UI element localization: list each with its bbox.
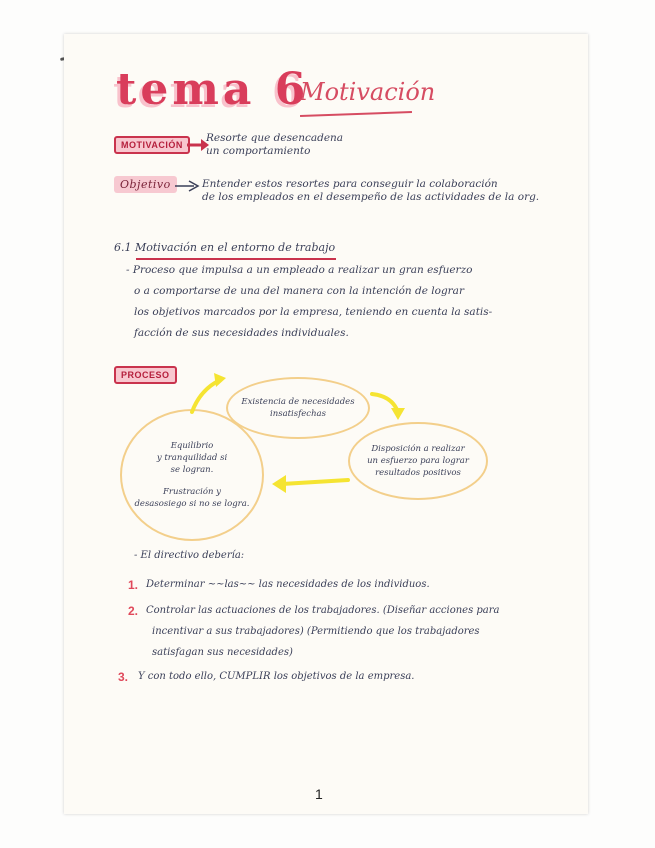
notebook-page [64, 34, 588, 814]
node-line: resultados positivos [375, 468, 461, 478]
section-heading: 6.1 Motivación en el entorno de trabajo [114, 241, 336, 254]
definition-line: Resorte que desencadena [206, 132, 344, 144]
paragraph-line: los objetivos marcados por la empresa, teniendo en cuenta la satis- [134, 306, 493, 318]
arrow-left-icon [272, 475, 348, 493]
list-item-3 [138, 666, 558, 687]
definition-line: un comportamiento [206, 145, 311, 157]
page-title: tema 6 [116, 64, 310, 115]
definition-line: Entender estos resortes para conseguir la colaboración [202, 178, 498, 190]
node-line: un esfuerzo para lograr [367, 456, 469, 466]
objetivo-tag: Objetivo [114, 176, 177, 193]
list-line: Determinar ~~las~~ las necesidades de los individuos. [146, 579, 430, 590]
node-line: Frustración y [163, 487, 221, 497]
node-line: y tranquilidad si [156, 453, 228, 463]
arrow-up-icon [192, 373, 226, 412]
node-line: Existencia de necesidades [241, 397, 355, 407]
node-line: desasosiego si no se logra. [134, 499, 250, 509]
list-number: 2. [128, 604, 139, 618]
list-item-1 [146, 574, 566, 595]
definition-line: de los empleados en el desempeño de las actividades de la org. [202, 191, 540, 203]
cycle-arrows [64, 34, 588, 814]
list-line: satisfagan sus necesidades) [152, 647, 293, 658]
node-line: se logran. [170, 465, 214, 475]
node-line: insatisfechas [270, 409, 326, 419]
proceso-tag: PROCESO [114, 366, 177, 384]
directivo-intro: - El directivo debería: [134, 550, 245, 561]
list-number: 3. [118, 670, 129, 684]
paragraph-line: o a comportarse de una del manera con la intención de lograr [134, 285, 464, 297]
node-line: Disposición a realizar [371, 444, 465, 454]
list-number: 1. [128, 578, 139, 592]
motivacion-tag: MOTIVACIÓN [114, 136, 190, 154]
arrow-down-right-icon [372, 394, 405, 420]
page-subtitle: Motivación [300, 78, 436, 106]
list-line: Controlar las actuaciones de los trabajadores. (Diseñar acciones para [146, 605, 500, 616]
node-line: Equilibrio [170, 441, 214, 451]
paragraph-line: - Proceso que impulsa a un empleado a realizar un gran esfuerzo [126, 264, 473, 276]
list-line: Y con todo ello, CUMPLIR los objetivos de la empresa. [138, 671, 415, 682]
page-number: 1 [315, 786, 323, 802]
list-line: incentivar a sus trabajadores) (Permitiendo que los trabajadores [152, 626, 480, 637]
paragraph-line: facción de sus necesidades individuales. [134, 327, 349, 339]
list-item-2 [146, 600, 566, 663]
